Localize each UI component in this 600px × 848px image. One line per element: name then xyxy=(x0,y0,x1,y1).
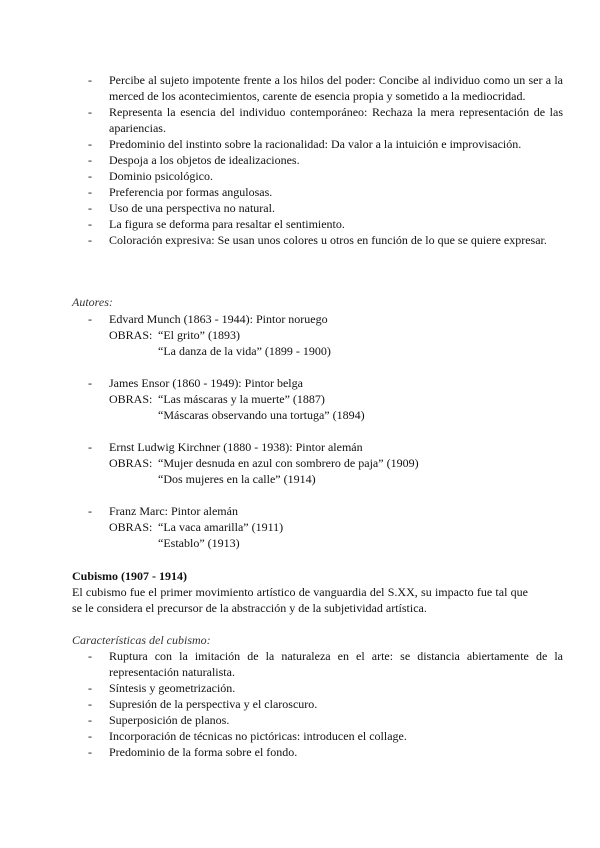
author-work: “Máscaras observando una tortuga” (1894) xyxy=(158,408,365,422)
list-item: - Coloración expresiva: Se usan unos colores u otros en función de lo que se quiere expresar. xyxy=(88,233,547,247)
list-item: - Ruptura con la imitación de la naturaleza en el arte: se distancia abiertamente de la representación naturalista. xyxy=(88,649,563,679)
author-work: “Establo” (1913) xyxy=(158,536,240,550)
works-label: OBRAS: xyxy=(109,328,153,342)
list-item: - Síntesis y geometrización. xyxy=(88,681,236,695)
authors-heading: Autores: xyxy=(72,295,113,309)
list-item: - Incorporación de técnicas no pictóricas: introducen el collage. xyxy=(88,729,407,743)
cubism-traits-heading: Características del cubismo: xyxy=(72,633,211,647)
list-item: - Uso de una perspectiva no natural. xyxy=(88,201,275,215)
intro-paragraph: El cubismo fue el primer movimiento artístico de vanguardia del S.XX, su impacto fue tal que se le considera el precursor de la abstracción y de la subjetividad artística. xyxy=(72,585,528,615)
list-item: - La figura se deforma para resaltar el sentimiento. xyxy=(88,217,345,231)
list-item: - Percibe al sujeto impotente frente a los hilos del poder: Concibe al individuo como un ser a la merced de los acontecimientos, carente de esencia propia y sometido a la mediocridad. xyxy=(88,73,563,103)
author-work: OBRAS: “La vaca amarilla” (1911) xyxy=(109,520,284,534)
list-item: - Predominio de la forma sobre el fondo. xyxy=(88,745,298,759)
list-item: - Predominio del instinto sobre la racionalidad: Da valor a la intuición e improvisación. xyxy=(88,137,522,151)
author-entry xyxy=(72,503,283,551)
works-label: OBRAS: xyxy=(109,392,153,406)
author-entry xyxy=(72,311,331,359)
author-work: OBRAS: “Las máscaras y la muerte” (1887) xyxy=(109,392,325,406)
author-work: “La danza de la vida” (1899 - 1900) xyxy=(158,344,331,358)
list-item: - Supresión de la perspectiva y el claroscuro. xyxy=(88,697,318,711)
section-title: Cubismo (1907 - 1914) xyxy=(72,569,188,583)
author-work: “Dos mujeres en la calle” (1914) xyxy=(158,472,316,486)
list-item: - Despoja a los objetos de idealizaciones. xyxy=(88,153,300,167)
expressionism-traits-list xyxy=(0,72,563,248)
author-name: - Franz Marc: Pintor alemán xyxy=(88,504,238,518)
author-name: - Edvard Munch (1863 - 1944): Pintor noruego xyxy=(88,312,328,326)
list-item: - Preferencia por formas angulosas. xyxy=(88,185,273,199)
author-work: OBRAS: “Mujer desnuda en azul con sombrero de paja” (1909) xyxy=(109,456,419,470)
cubism-traits-list xyxy=(0,648,563,760)
author-name: - Ernst Ludwig Kirchner (1880 - 1938): Pintor alemán xyxy=(88,440,363,454)
author-name: - James Ensor (1860 - 1949): Pintor belga xyxy=(88,376,303,390)
author-entry xyxy=(72,375,365,423)
works-label: OBRAS: xyxy=(109,520,153,534)
works-label: OBRAS: xyxy=(109,456,153,470)
author-work: OBRAS: “El grito” (1893) xyxy=(109,328,240,342)
author-entry xyxy=(72,439,419,487)
list-item: - Superposición de planos. xyxy=(88,713,230,727)
list-item: - Representa la esencia del individuo contemporáneo: Rechaza la mera representación de las apariencias. xyxy=(88,105,563,135)
list-item: - Dominio psicológico. xyxy=(88,169,213,183)
